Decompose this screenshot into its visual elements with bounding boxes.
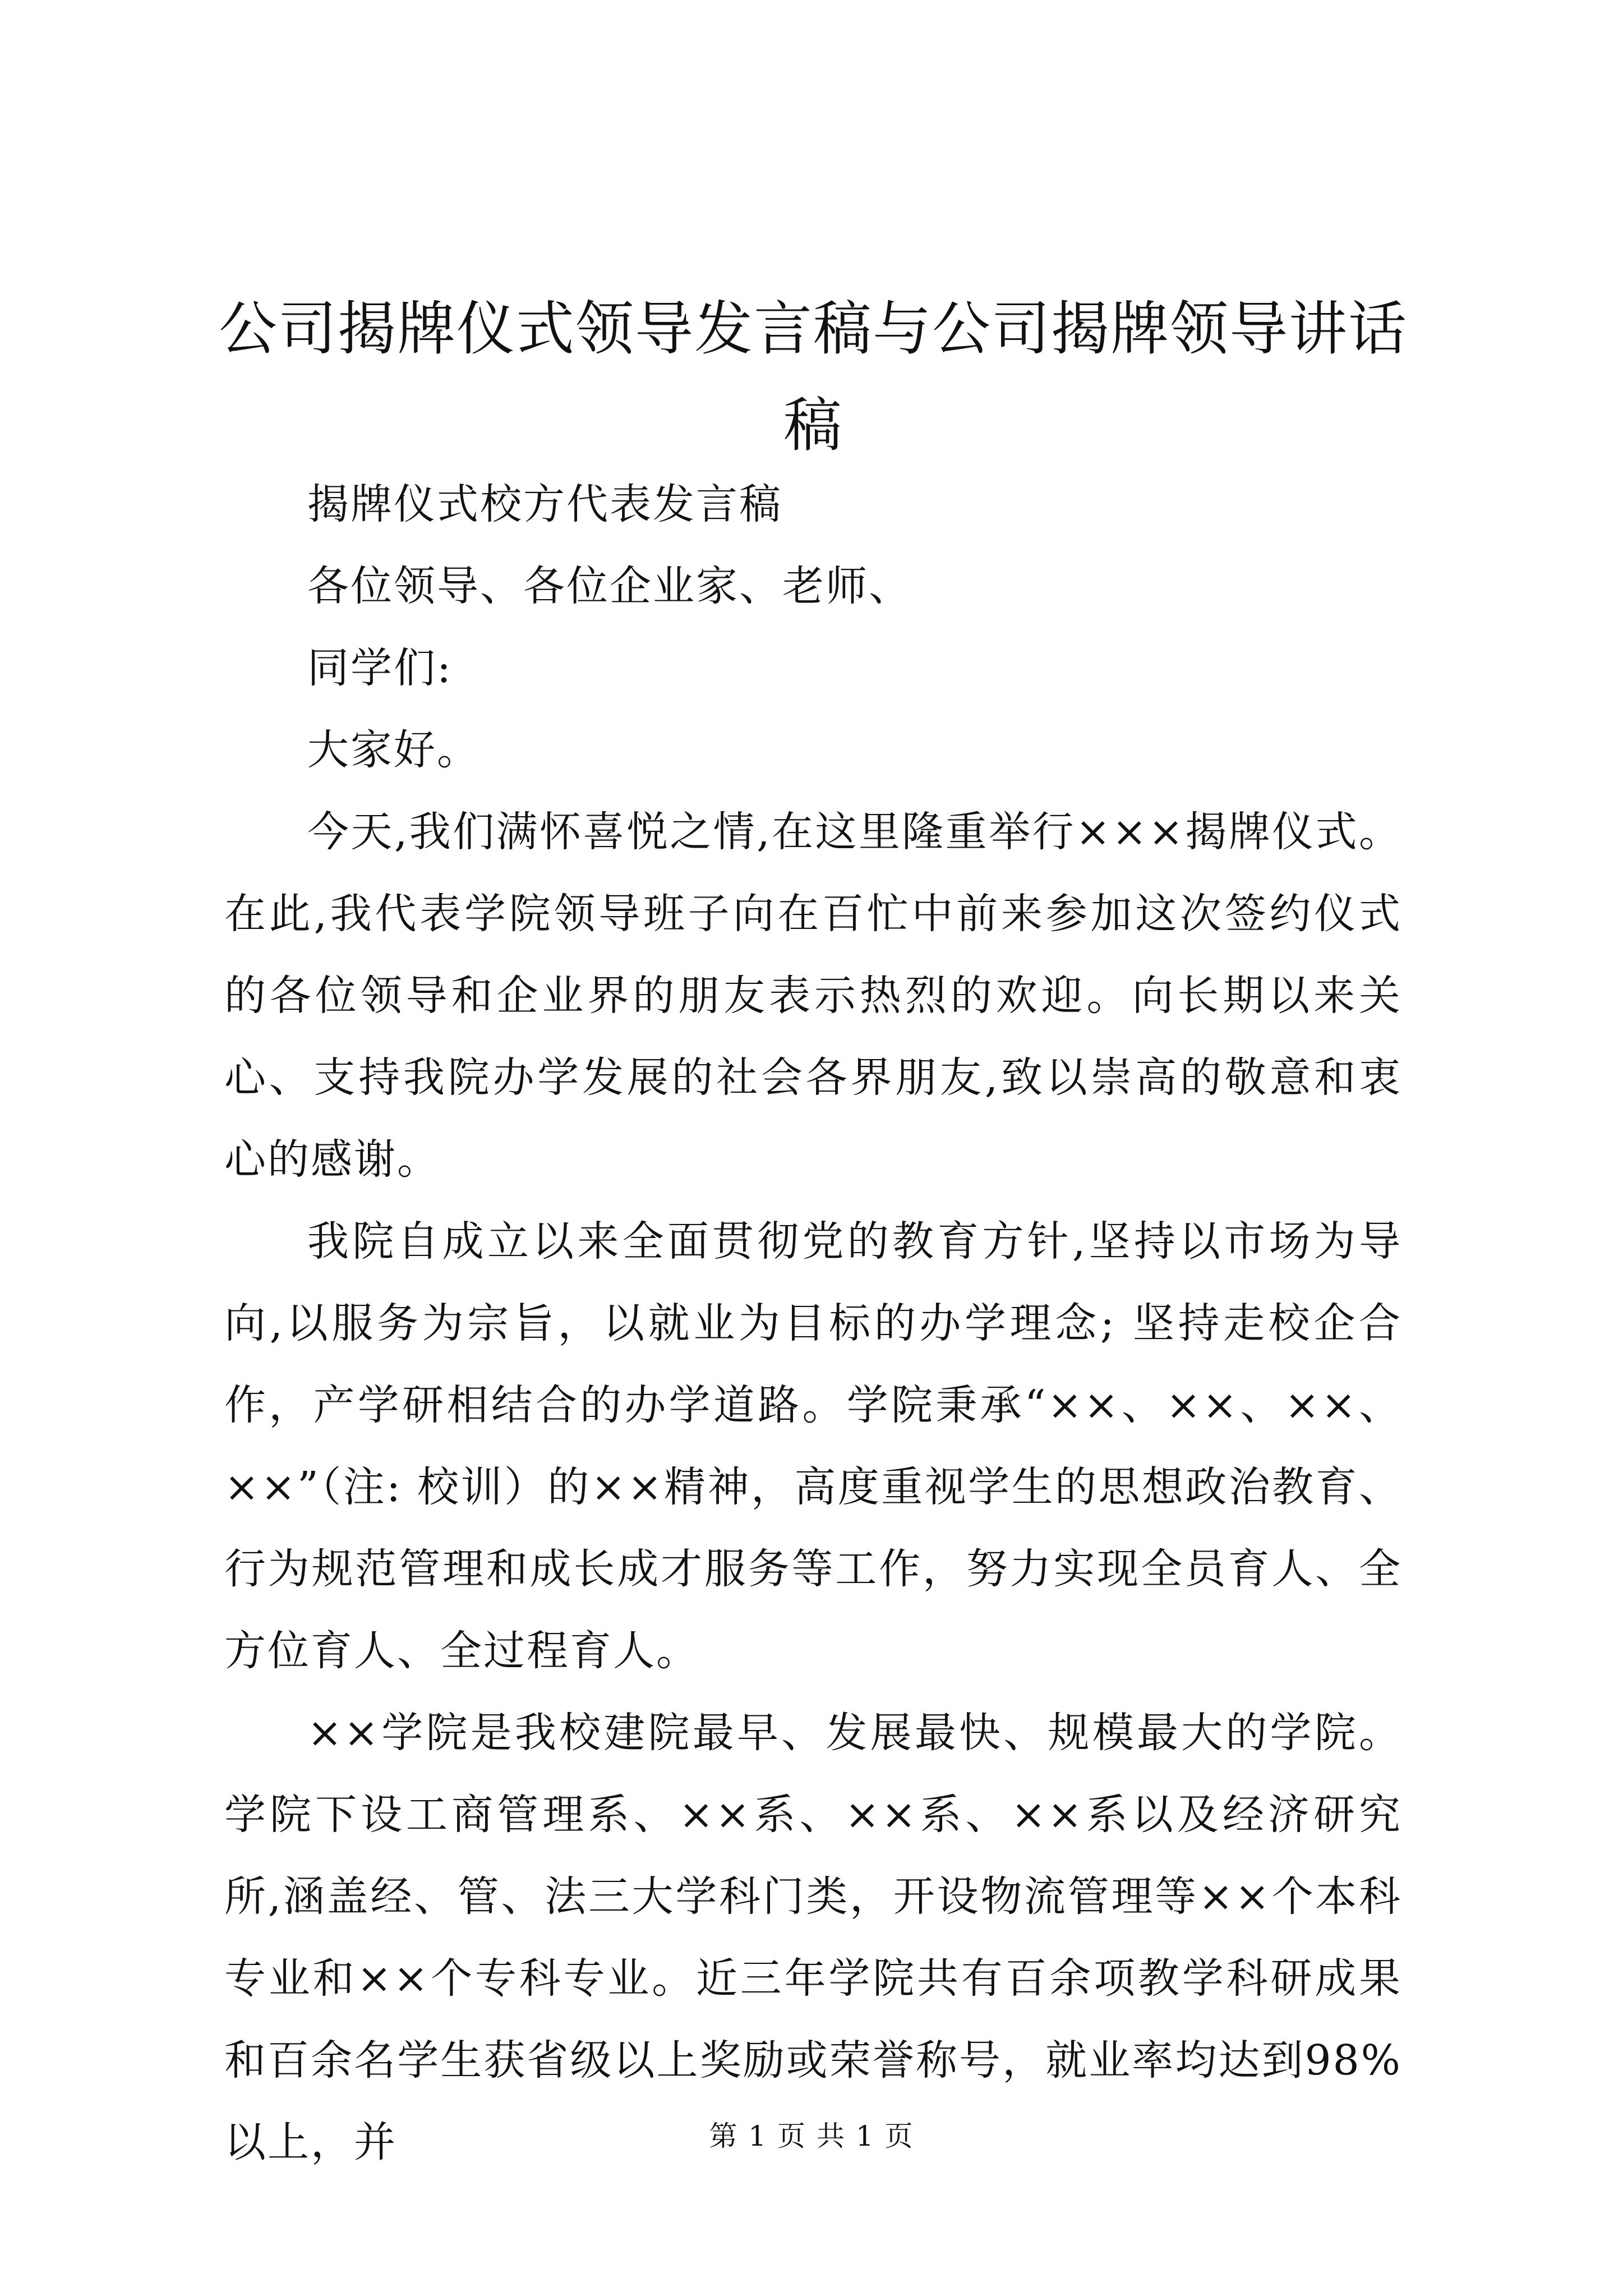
page-footer: 第 1 页 共 1 页 (709, 2120, 914, 2152)
paragraph-philosophy: 我院自成立以来全面贯彻党的教育方针,坚持以市场为导向,以服务为宗旨，以就业为目标的办学理念; 坚持走校企合作，产学研相结合的办学道路。学院秉承“××、××、××、××”（注: 校训）的××精神，高度重视学生的思想政治教育、行为规范管理和成长成才服务等工作，努力实现全员育人、全方位育人、全过程育人。 (224, 1217, 1402, 1675)
paragraph-welcome: 今天,我们满怀喜悦之情,在这里隆重举行×××揭牌仪式。在此,我代表学院领导班子向在百忙中前来参加这次签约仪式的各位领导和企业界的朋友表示热烈的欢迎。向长期以来关心、支持我院办学发展的社会各界朋友,致以崇高的敬意和衷心的感谢。 (224, 808, 1402, 1184)
paragraph-heading: 揭牌仪式校方代表发言稿 (307, 480, 782, 528)
document-body (224, 463, 1402, 2183)
paragraph-salutation: 各位领导、各位企业家、老师、 (307, 562, 912, 610)
paragraph-salutation-continued: 同学们: (307, 644, 453, 692)
paragraph-greeting: 大家好。 (307, 726, 480, 774)
document-title: 公司揭牌仪式领导发言稿与公司揭牌领导讲话稿 (218, 295, 1408, 459)
paragraph-college-intro: ××学院是我校建院最早、发展最快、规模最大的学院。学院下设工商管理系、××系、××系、××系以及经济研究所,涵盖经、管、法三大学科门类，开设物流管理等××个本科专业和××个专科专业。近三年学院共有百余项教学科研成果和百余名学生获省级以上奖励或荣誉称号，就业率均达到98%以上，并 (224, 1709, 1402, 2166)
